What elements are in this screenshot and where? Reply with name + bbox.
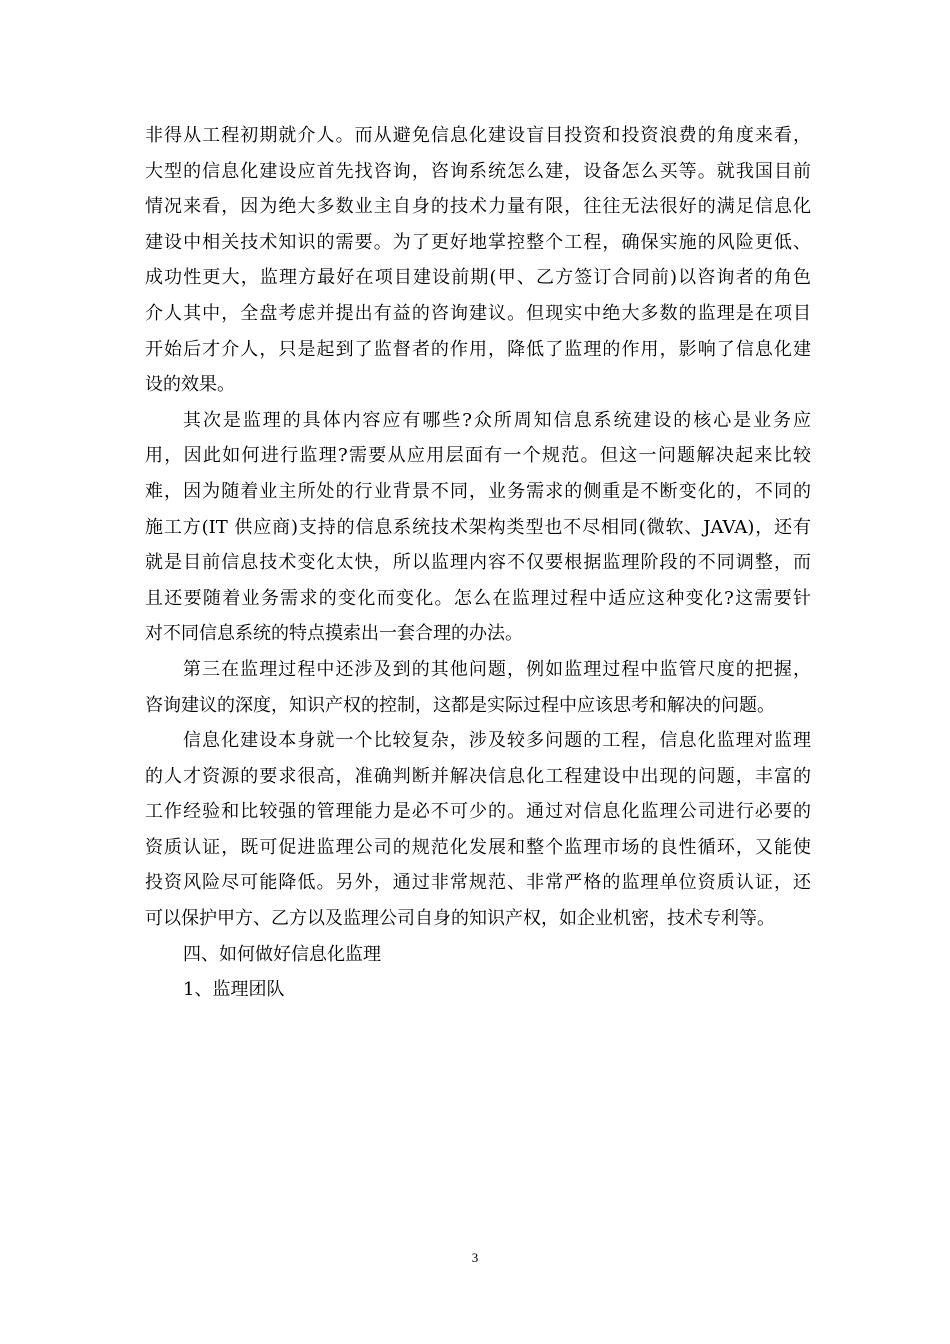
paragraph-2-line: 用，因此如何进行监理?需要从应用层面有一个规范。但这一问题解决起来比较	[145, 445, 811, 467]
paragraph-2-line: 对不同信息系统的特点摸索出一套合理的办法。	[145, 623, 523, 645]
paragraph-2-line: 其次是监理的具体内容应有哪些?众所周知信息系统建设的核心是业务应	[183, 409, 811, 431]
paragraph-2-line: 施工方(IT 供应商)支持的信息系统技术架构类型也不尽相同(微软、JAVA)，还有	[145, 516, 811, 538]
paragraph-2-line: 且还要随着业务需求的变化而变化。怎么在监理过程中适应这种变化?这需要针	[145, 587, 811, 609]
paragraph-4-line: 的人才资源的要求很高，准确判断并解决信息化工程建设中出现的问题，丰富的	[145, 765, 811, 787]
paragraph-4-line: 信息化建设本身就一个比较复杂，涉及较多问题的工程，信息化监理对监理	[183, 730, 811, 752]
body-text	[145, 118, 811, 1008]
paragraph-3-line: 咨询建议的深度，知识产权的控制，这都是实际过程中应该思考和解决的问题。	[145, 694, 775, 716]
paragraph-3-line: 第三在监理过程中还涉及到的其他问题，例如监理过程中监管尺度的把握，	[183, 658, 811, 680]
paragraph-4-line: 资质认证，既可促进监理公司的规范化发展和整个监理市场的良性循环，又能使	[145, 836, 811, 858]
paragraph-1-line: 大型的信息化建设应首先找咨询，咨询系统怎么建，设备怎么买等。就我国目前	[145, 160, 811, 182]
paragraph-1-line: 设的效果。	[145, 374, 235, 396]
paragraph-2-line: 就是目前信息技术变化太快，所以监理内容不仅要根据监理阶段的不同调整，而	[145, 552, 811, 574]
subsection-heading: 1、监理团队	[183, 979, 285, 1001]
paragraph-1-line: 非得从工程初期就介人。而从避免信息化建设盲目投资和投资浪费的角度来看，	[145, 125, 811, 146]
paragraph-1-line: 成功性更大，监理方最好在项目建设前期(甲、乙方签订合同前)以咨询者的角色	[145, 267, 811, 289]
paragraph-1-line: 建设中相关技术知识的需要。为了更好地掌控整个工程，确保实施的风险更低、	[145, 231, 811, 253]
paragraph-1-line: 介人其中，全盘考虑并提出有益的咨询建议。但现实中绝大多数的监理是在项目	[145, 302, 811, 324]
paragraph-4-line: 工作经验和比较强的管理能力是必不可少的。通过对信息化监理公司进行必要的	[145, 801, 811, 823]
paragraph-4-line: 可以保护甲方、乙方以及监理公司自身的知识产权，如企业机密，技术专利等。	[145, 908, 775, 930]
section-heading: 四、如何做好信息化监理	[183, 943, 381, 965]
paragraph-4-line: 投资风险尽可能降低。另外，通过非常规范、非常严格的监理单位资质认证，还	[145, 872, 811, 894]
page-number: 3	[471, 1250, 479, 1265]
paragraph-1-line: 开始后才介人，只是起到了监督者的作用，降低了监理的作用，影响了信息化建	[145, 338, 811, 360]
paragraph-2-line: 难，因为随着业主所处的行业背景不同，业务需求的侧重是不断变化的，不同的	[145, 480, 811, 502]
paragraph-1-line: 情况来看，因为绝大多数业主自身的技术力量有限，往往无法很好的满足信息化	[145, 196, 811, 218]
